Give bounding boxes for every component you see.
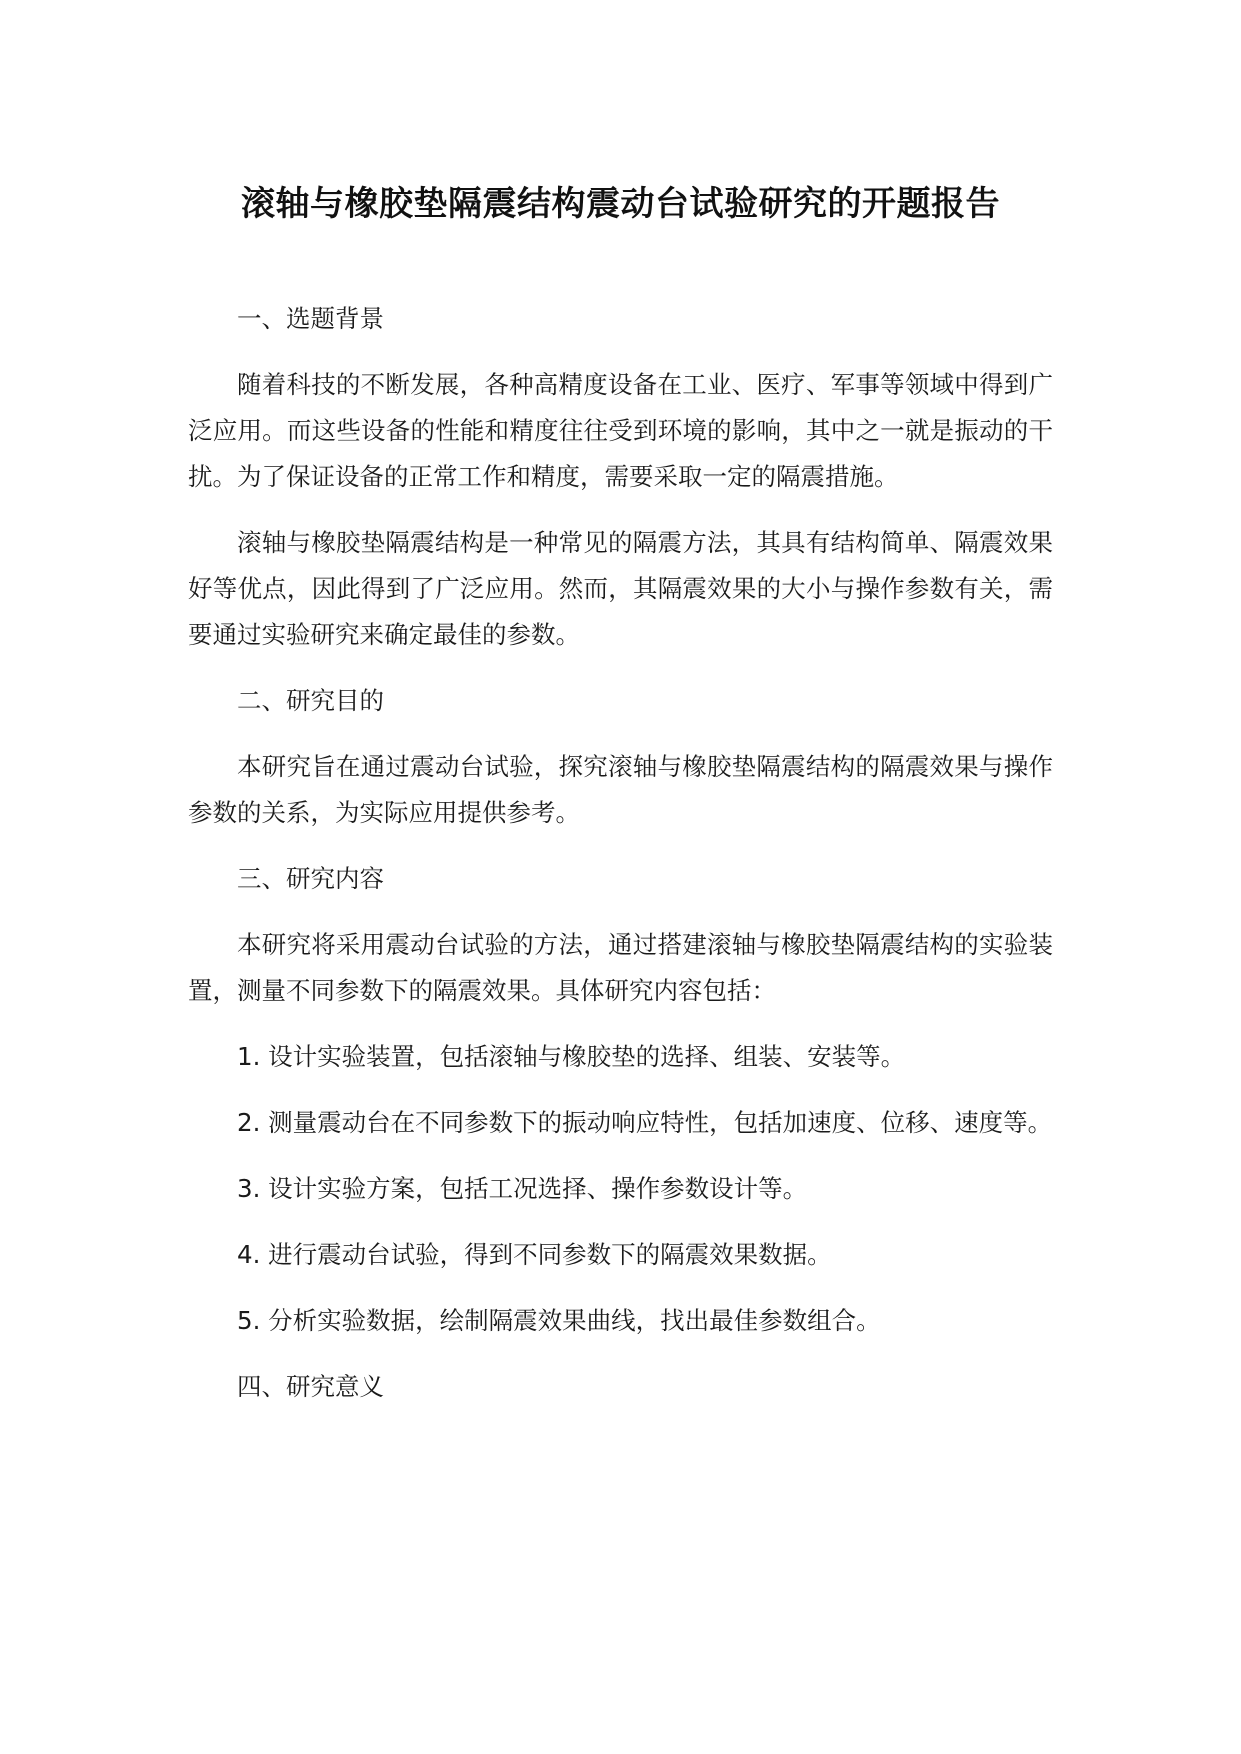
content-list-item-3: 3. 设计实验方案，包括工况选择、操作参数设计等。 (237, 1174, 808, 1203)
content-paragraph: 本研究将采用震动台试验的方法，通过搭建滚轴与橡胶垫隔震结构的实验装置，测量不同参数下的隔震效果。具体研究内容包括： (188, 930, 1053, 1005)
purpose-paragraph: 本研究旨在通过震动台试验，探究滚轴与橡胶垫隔震结构的隔震效果与操作参数的关系，为实际应用提供参考。 (188, 752, 1053, 827)
content-list-item-5: 5. 分析实验数据，绘制隔震效果曲线，找出最佳参数组合。 (237, 1306, 881, 1335)
background-paragraph-2: 滚轴与橡胶垫隔震结构是一种常见的隔震方法，其具有结构简单、隔震效果好等优点，因此得到了广泛应用。然而，其隔震效果的大小与操作参数有关，需要通过实验研究来确定最佳的参数。 (188, 528, 1053, 649)
section-heading-significance: 四、研究意义 (237, 1372, 384, 1401)
content-list-item-2: 2. 测量震动台在不同参数下的振动响应特性，包括加速度、位移、速度等。 (237, 1108, 1053, 1137)
section-heading-content: 三、研究内容 (237, 864, 384, 893)
background-paragraph-1: 随着科技的不断发展，各种高精度设备在工业、医疗、军事等领域中得到广泛应用。而这些设备的性能和精度往往受到环境的影响，其中之一就是振动的干扰。为了保证设备的正常工作和精度，需要采取一定的隔震措施。 (188, 370, 1053, 491)
section-heading-purpose: 二、研究目的 (237, 686, 384, 715)
section-heading-background: 一、选题背景 (237, 304, 384, 333)
document-title: 滚轴与橡胶垫隔震结构震动台试验研究的开题报告 (241, 184, 1000, 224)
content-list-item-4: 4. 进行震动台试验，得到不同参数下的隔震效果数据。 (237, 1240, 832, 1269)
content-list-item-1: 1. 设计实验装置，包括滚轴与橡胶垫的选择、组装、安装等。 (237, 1042, 906, 1071)
